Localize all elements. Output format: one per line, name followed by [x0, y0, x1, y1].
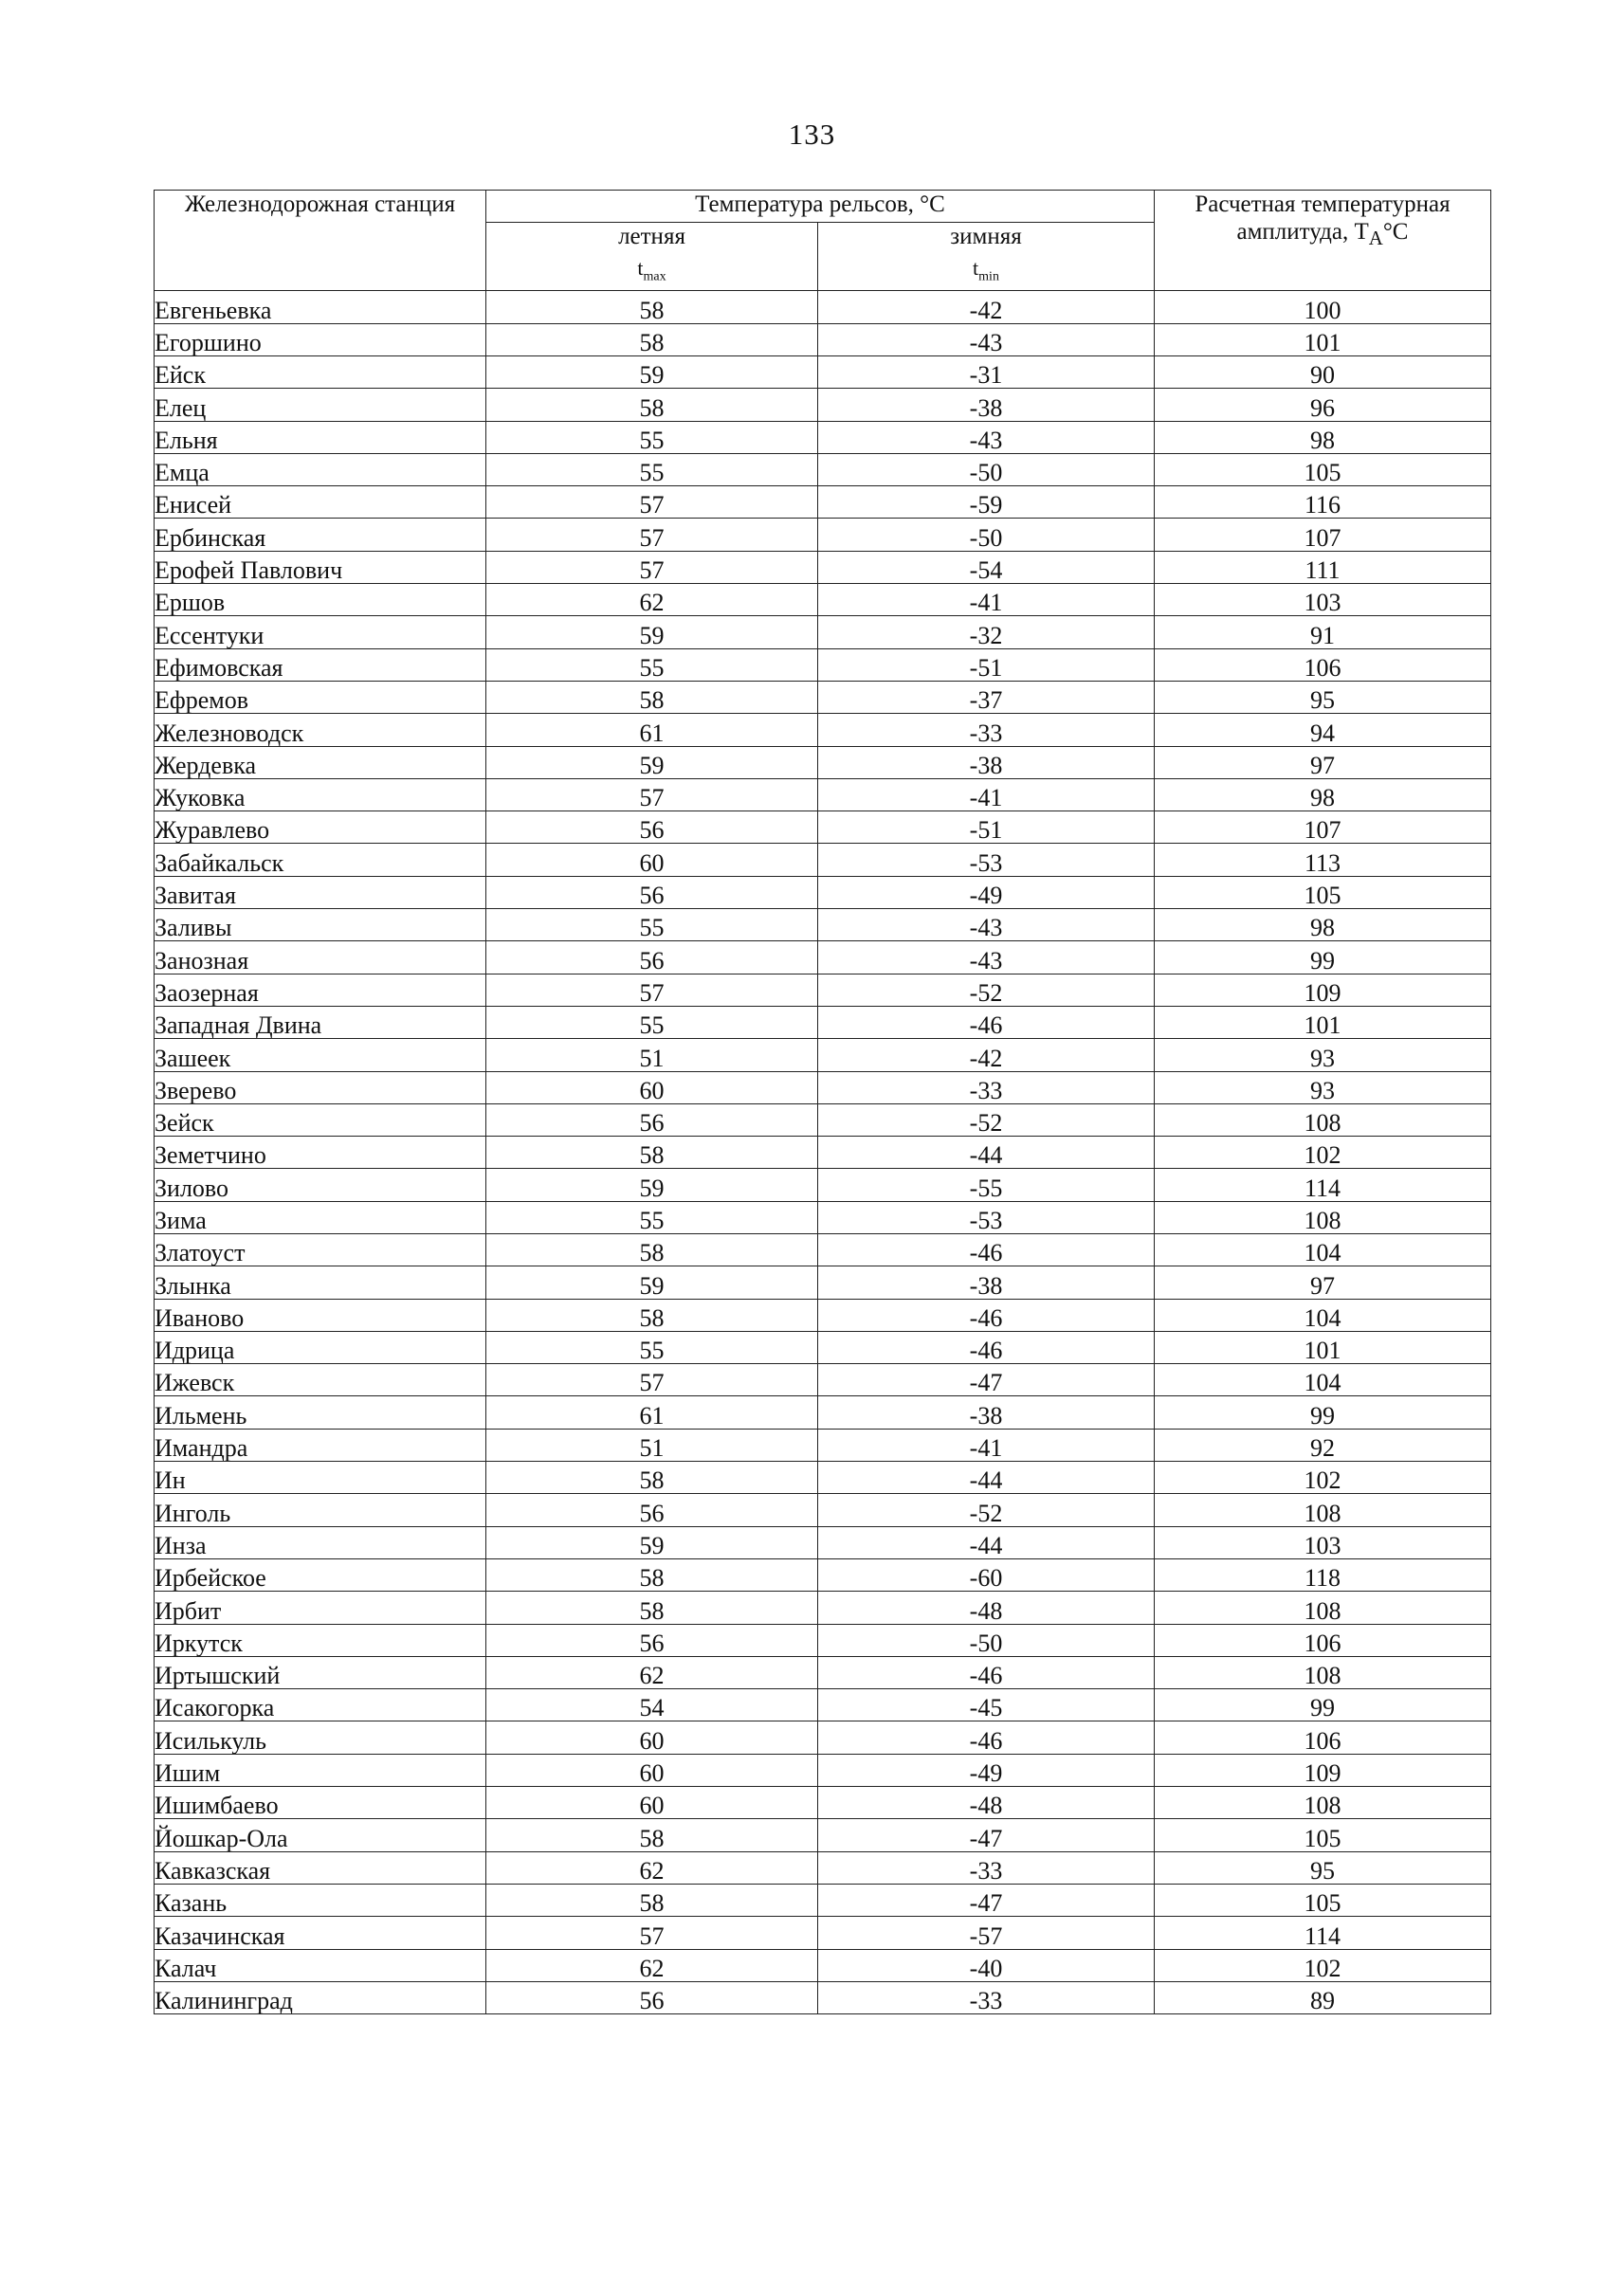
winter-temp-cell: -44	[818, 1137, 1155, 1169]
amplitude-unit: °С	[1382, 219, 1409, 245]
summer-temp-cell: 62	[486, 1656, 818, 1688]
winter-label: зимняя	[950, 224, 1022, 249]
table-row	[155, 1787, 1491, 1819]
amplitude-cell: 105	[1155, 453, 1491, 485]
amplitude-cell: 105	[1155, 1884, 1491, 1916]
station-cell: Забайкальск	[155, 844, 486, 876]
summer-temp-cell: 58	[486, 1558, 818, 1591]
summer-temp-cell: 58	[486, 323, 818, 355]
winter-temp-cell: -38	[818, 1396, 1155, 1429]
summer-temp-cell: 62	[486, 1851, 818, 1884]
summer-temp-cell: 57	[486, 486, 818, 519]
table-row	[155, 1006, 1491, 1038]
station-column-header	[155, 191, 486, 291]
amplitude-cell: 98	[1155, 909, 1491, 941]
summer-temp-cell: 59	[486, 616, 818, 648]
station-cell: Ерофей Павлович	[155, 551, 486, 583]
winter-temp-cell: -42	[818, 291, 1155, 323]
summer-temp-cell: 58	[486, 291, 818, 323]
amplitude-cell: 107	[1155, 811, 1491, 844]
winter-temp-cell: -38	[818, 746, 1155, 778]
table-row	[155, 1299, 1491, 1331]
station-cell: Зашеек	[155, 1039, 486, 1071]
winter-temp-cell: -38	[818, 1266, 1155, 1299]
winter-temp-cell: -59	[818, 486, 1155, 519]
summer-temp-cell: 58	[486, 1592, 818, 1624]
winter-temp-cell: -49	[818, 876, 1155, 908]
amplitude-cell: 106	[1155, 1721, 1491, 1754]
winter-temp-cell: -44	[818, 1462, 1155, 1494]
station-cell: Ельня	[155, 421, 486, 453]
table-row	[155, 1494, 1491, 1526]
station-cell: Ессентуки	[155, 616, 486, 648]
winter-temp-cell: -50	[818, 453, 1155, 485]
winter-temp-cell: -52	[818, 1494, 1155, 1526]
summer-temp-cell: 57	[486, 519, 818, 551]
summer-temp-cell: 58	[486, 681, 818, 713]
summer-temp-cell: 56	[486, 1103, 818, 1136]
amplitude-cell: 108	[1155, 1103, 1491, 1136]
table-row	[155, 714, 1491, 746]
station-cell: Ирбейское	[155, 1558, 486, 1591]
winter-temp-cell: -37	[818, 681, 1155, 713]
winter-temp-cell: -41	[818, 1429, 1155, 1461]
table-row	[155, 811, 1491, 844]
summer-temp-cell: 55	[486, 1201, 818, 1233]
amplitude-header-label: Расчетная температурная амплитуда, T	[1195, 191, 1451, 245]
winter-temp-cell: -52	[818, 974, 1155, 1006]
amplitude-cell: 92	[1155, 1429, 1491, 1461]
summer-temp-cell: 55	[486, 453, 818, 485]
winter-temp-cell: -46	[818, 1331, 1155, 1363]
table-row	[155, 355, 1491, 388]
summer-symbol: $t_{max}$	[637, 256, 666, 284]
winter-temp-cell: -43	[818, 941, 1155, 974]
station-cell: Ершов	[155, 584, 486, 616]
summer-temp-cell: 55	[486, 421, 818, 453]
station-cell: Заозерная	[155, 974, 486, 1006]
station-cell: Западная Двина	[155, 1006, 486, 1038]
amplitude-cell: 101	[1155, 1006, 1491, 1038]
station-cell: Казань	[155, 1884, 486, 1916]
summer-temp-cell: 60	[486, 1071, 818, 1103]
winter-temp-cell: -33	[818, 1851, 1155, 1884]
summer-temp-cell: 62	[486, 1949, 818, 1981]
amplitude-cell: 102	[1155, 1137, 1491, 1169]
table-row	[155, 778, 1491, 811]
station-cell: Ильмень	[155, 1396, 486, 1429]
table-row	[155, 551, 1491, 583]
station-cell: Зверево	[155, 1071, 486, 1103]
amplitude-cell: 103	[1155, 1526, 1491, 1558]
station-cell: Инза	[155, 1526, 486, 1558]
table-body	[155, 291, 1491, 2014]
summer-temp-cell: 58	[486, 1137, 818, 1169]
station-cell: Завитая	[155, 876, 486, 908]
amplitude-cell: 104	[1155, 1234, 1491, 1266]
winter-temp-cell: -43	[818, 909, 1155, 941]
table-row	[155, 1851, 1491, 1884]
winter-temp-cell: -55	[818, 1169, 1155, 1201]
summer-temp-cell: 56	[486, 876, 818, 908]
winter-temp-cell: -41	[818, 778, 1155, 811]
winter-column-header	[818, 223, 1155, 291]
table-row	[155, 648, 1491, 681]
summer-temp-cell: 58	[486, 389, 818, 421]
station-cell: Ефремов	[155, 681, 486, 713]
amplitude-cell: 89	[1155, 1981, 1491, 2013]
winter-temp-cell: -45	[818, 1689, 1155, 1721]
station-cell: Заливы	[155, 909, 486, 941]
station-cell: Егоршино	[155, 323, 486, 355]
winter-temp-cell: -43	[818, 421, 1155, 453]
amplitude-cell: 103	[1155, 584, 1491, 616]
table-row	[155, 974, 1491, 1006]
amplitude-cell: 94	[1155, 714, 1491, 746]
summer-temp-cell: 58	[486, 1819, 818, 1851]
amplitude-cell: 114	[1155, 1917, 1491, 1949]
winter-temp-cell: -60	[818, 1558, 1155, 1591]
table-row	[155, 616, 1491, 648]
amplitude-cell: 97	[1155, 1266, 1491, 1299]
summer-temp-cell: 57	[486, 778, 818, 811]
table-row	[155, 421, 1491, 453]
amplitude-cell: 108	[1155, 1787, 1491, 1819]
summer-temp-cell: 58	[486, 1884, 818, 1916]
amplitude-column-header	[1155, 191, 1491, 291]
amplitude-cell: 108	[1155, 1656, 1491, 1688]
station-cell: Кавказская	[155, 1851, 486, 1884]
station-cell: Ижевск	[155, 1364, 486, 1396]
table-row	[155, 584, 1491, 616]
winter-temp-cell: -49	[818, 1754, 1155, 1786]
amplitude-cell: 90	[1155, 355, 1491, 388]
station-cell: Ишим	[155, 1754, 486, 1786]
summer-temp-cell: 59	[486, 1526, 818, 1558]
table-row	[155, 1754, 1491, 1786]
amplitude-cell: 95	[1155, 681, 1491, 713]
station-cell: Земетчино	[155, 1137, 486, 1169]
amplitude-cell: 105	[1155, 1819, 1491, 1851]
station-cell: Ин	[155, 1462, 486, 1494]
amplitude-cell: 109	[1155, 1754, 1491, 1786]
summer-temp-cell: 61	[486, 714, 818, 746]
summer-temp-cell: 56	[486, 1494, 818, 1526]
amplitude-cell: 93	[1155, 1039, 1491, 1071]
amplitude-cell: 102	[1155, 1949, 1491, 1981]
winter-temp-cell: -47	[818, 1884, 1155, 1916]
summer-temp-cell: 57	[486, 551, 818, 583]
summer-temp-cell: 61	[486, 1396, 818, 1429]
winter-temp-cell: -47	[818, 1364, 1155, 1396]
station-cell: Ирбит	[155, 1592, 486, 1624]
page-number: 133	[788, 118, 836, 151]
table-row	[155, 1396, 1491, 1429]
winter-temp-cell: -50	[818, 519, 1155, 551]
amplitude-cell: 101	[1155, 323, 1491, 355]
summer-temp-cell: 59	[486, 1266, 818, 1299]
winter-temp-cell: -57	[818, 1917, 1155, 1949]
amplitude-cell: 116	[1155, 486, 1491, 519]
station-cell: Калининград	[155, 1981, 486, 2013]
amplitude-cell: 93	[1155, 1071, 1491, 1103]
winter-temp-cell: -33	[818, 714, 1155, 746]
table-row	[155, 1592, 1491, 1624]
table-header	[155, 191, 1491, 291]
summer-temp-cell: 56	[486, 1624, 818, 1656]
amplitude-cell: 96	[1155, 389, 1491, 421]
station-cell: Елец	[155, 389, 486, 421]
table-row	[155, 1558, 1491, 1591]
amplitude-cell: 91	[1155, 616, 1491, 648]
summer-temp-cell: 59	[486, 355, 818, 388]
summer-temp-cell: 56	[486, 1981, 818, 2013]
table-row	[155, 1331, 1491, 1363]
summer-temp-cell: 60	[486, 1787, 818, 1819]
station-cell: Железноводск	[155, 714, 486, 746]
winter-temp-cell: -38	[818, 389, 1155, 421]
amplitude-cell: 97	[1155, 746, 1491, 778]
station-cell: Ербинская	[155, 519, 486, 551]
winter-temp-cell: -46	[818, 1721, 1155, 1754]
summer-temp-cell: 60	[486, 844, 818, 876]
summer-temp-cell: 55	[486, 648, 818, 681]
summer-temp-cell: 56	[486, 811, 818, 844]
station-cell: Жердевка	[155, 746, 486, 778]
station-cell: Зилово	[155, 1169, 486, 1201]
winter-temp-cell: -51	[818, 648, 1155, 681]
table-row	[155, 1137, 1491, 1169]
table-row	[155, 909, 1491, 941]
winter-temp-cell: -50	[818, 1624, 1155, 1656]
table-row	[155, 1234, 1491, 1266]
station-cell: Казачинская	[155, 1917, 486, 1949]
amplitude-cell: 95	[1155, 1851, 1491, 1884]
table-row	[155, 1103, 1491, 1136]
station-cell: Зима	[155, 1201, 486, 1233]
winter-temp-cell: -42	[818, 1039, 1155, 1071]
winter-temp-cell: -47	[818, 1819, 1155, 1851]
amplitude-cell: 98	[1155, 421, 1491, 453]
summer-temp-cell: 55	[486, 1331, 818, 1363]
station-cell: Иваново	[155, 1299, 486, 1331]
winter-symbol: $t_{min}$	[973, 256, 999, 284]
summer-temp-cell: 57	[486, 1917, 818, 1949]
station-cell: Идрица	[155, 1331, 486, 1363]
amplitude-cell: 113	[1155, 844, 1491, 876]
summer-label: летняя	[618, 224, 685, 249]
station-cell: Инголь	[155, 1494, 486, 1526]
amplitude-cell: 99	[1155, 941, 1491, 974]
station-cell: Емца	[155, 453, 486, 485]
table-row	[155, 519, 1491, 551]
table-row	[155, 681, 1491, 713]
winter-temp-cell: -44	[818, 1526, 1155, 1558]
table-row	[155, 941, 1491, 974]
table-row	[155, 1462, 1491, 1494]
table-row	[155, 1819, 1491, 1851]
station-cell: Калач	[155, 1949, 486, 1981]
table-row	[155, 323, 1491, 355]
amplitude-cell: 109	[1155, 974, 1491, 1006]
table-row	[155, 389, 1491, 421]
winter-temp-cell: -54	[818, 551, 1155, 583]
summer-column-header	[486, 223, 818, 291]
summer-temp-cell: 54	[486, 1689, 818, 1721]
amplitude-cell: 101	[1155, 1331, 1491, 1363]
winter-temp-cell: -48	[818, 1592, 1155, 1624]
winter-temp-cell: -43	[818, 323, 1155, 355]
summer-temp-cell: 57	[486, 974, 818, 1006]
rail-temperature-table	[154, 190, 1491, 2014]
table-row	[155, 1169, 1491, 1201]
station-cell: Енисей	[155, 486, 486, 519]
station-cell: Иркутск	[155, 1624, 486, 1656]
station-cell: Евгеньевка	[155, 291, 486, 323]
station-cell: Журавлево	[155, 811, 486, 844]
winter-temp-cell: -31	[818, 355, 1155, 388]
summer-temp-cell: 59	[486, 1169, 818, 1201]
amplitude-cell: 114	[1155, 1169, 1491, 1201]
amplitude-cell: 104	[1155, 1364, 1491, 1396]
table-row	[155, 1429, 1491, 1461]
winter-temp-cell: -46	[818, 1656, 1155, 1688]
winter-temp-cell: -33	[818, 1981, 1155, 2013]
station-cell: Иртышский	[155, 1656, 486, 1688]
table-row	[155, 1656, 1491, 1688]
station-cell: Зейск	[155, 1103, 486, 1136]
summer-temp-cell: 51	[486, 1429, 818, 1461]
table-row	[155, 1721, 1491, 1754]
table-row	[155, 746, 1491, 778]
table-row	[155, 1071, 1491, 1103]
table-row	[155, 1266, 1491, 1299]
table-row	[155, 486, 1491, 519]
amplitude-cell: 108	[1155, 1201, 1491, 1233]
summer-temp-cell: 57	[486, 1364, 818, 1396]
winter-temp-cell: -46	[818, 1299, 1155, 1331]
station-cell: Исилькуль	[155, 1721, 486, 1754]
station-cell: Занозная	[155, 941, 486, 974]
amplitude-cell: 100	[1155, 291, 1491, 323]
summer-temp-cell: 62	[486, 584, 818, 616]
station-cell: Жуковка	[155, 778, 486, 811]
table-row	[155, 1624, 1491, 1656]
amplitude-cell: 108	[1155, 1494, 1491, 1526]
amplitude-cell: 105	[1155, 876, 1491, 908]
table-row	[155, 453, 1491, 485]
amplitude-cell: 98	[1155, 778, 1491, 811]
winter-temp-cell: -32	[818, 616, 1155, 648]
station-cell: Йошкар-Ола	[155, 1819, 486, 1851]
winter-temp-cell: -41	[818, 584, 1155, 616]
winter-temp-cell: -33	[818, 1071, 1155, 1103]
table-row	[155, 1917, 1491, 1949]
table-row	[155, 1526, 1491, 1558]
rail-temperature-label: Температура рельсов, °С	[695, 191, 945, 217]
amplitude-cell: 102	[1155, 1462, 1491, 1494]
table-row	[155, 1201, 1491, 1233]
amplitude-cell: 106	[1155, 648, 1491, 681]
station-cell: Имандра	[155, 1429, 486, 1461]
station-cell: Златоуст	[155, 1234, 486, 1266]
table-row	[155, 1364, 1491, 1396]
summer-temp-cell: 60	[486, 1754, 818, 1786]
table-row	[155, 1884, 1491, 1916]
winter-temp-cell: -51	[818, 811, 1155, 844]
summer-temp-cell: 60	[486, 1721, 818, 1754]
table-row	[155, 1039, 1491, 1071]
winter-temp-cell: -52	[818, 1103, 1155, 1136]
summer-temp-cell: 58	[486, 1299, 818, 1331]
summer-temp-cell: 58	[486, 1462, 818, 1494]
station-cell: Ефимовская	[155, 648, 486, 681]
amplitude-cell: 111	[1155, 551, 1491, 583]
winter-temp-cell: -53	[818, 1201, 1155, 1233]
winter-temp-cell: -40	[818, 1949, 1155, 1981]
summer-temp-cell: 56	[486, 941, 818, 974]
amplitude-cell: 99	[1155, 1689, 1491, 1721]
amplitude-symbol-sub: A	[1368, 227, 1383, 249]
winter-temp-cell: -46	[818, 1006, 1155, 1038]
winter-temp-cell: -48	[818, 1787, 1155, 1819]
table-row	[155, 291, 1491, 323]
table-row	[155, 844, 1491, 876]
station-cell: Ишимбаево	[155, 1787, 486, 1819]
summer-temp-cell: 51	[486, 1039, 818, 1071]
summer-temp-cell: 55	[486, 1006, 818, 1038]
amplitude-cell: 108	[1155, 1592, 1491, 1624]
station-cell: Злынка	[155, 1266, 486, 1299]
table-row	[155, 1689, 1491, 1721]
station-cell: Ейск	[155, 355, 486, 388]
summer-temp-cell: 59	[486, 746, 818, 778]
table-row	[155, 876, 1491, 908]
station-header-label: Железнодорожная станция	[184, 191, 456, 217]
station-cell: Исакогорка	[155, 1689, 486, 1721]
table-row	[155, 1949, 1491, 1981]
summer-temp-cell: 58	[486, 1234, 818, 1266]
amplitude-cell: 106	[1155, 1624, 1491, 1656]
winter-temp-cell: -46	[818, 1234, 1155, 1266]
amplitude-cell: 104	[1155, 1299, 1491, 1331]
amplitude-cell: 107	[1155, 519, 1491, 551]
summer-temp-cell: 55	[486, 909, 818, 941]
winter-temp-cell: -53	[818, 844, 1155, 876]
amplitude-cell: 118	[1155, 1558, 1491, 1591]
rail-temperature-header	[486, 191, 1155, 223]
amplitude-cell: 99	[1155, 1396, 1491, 1429]
table-row	[155, 1981, 1491, 2013]
